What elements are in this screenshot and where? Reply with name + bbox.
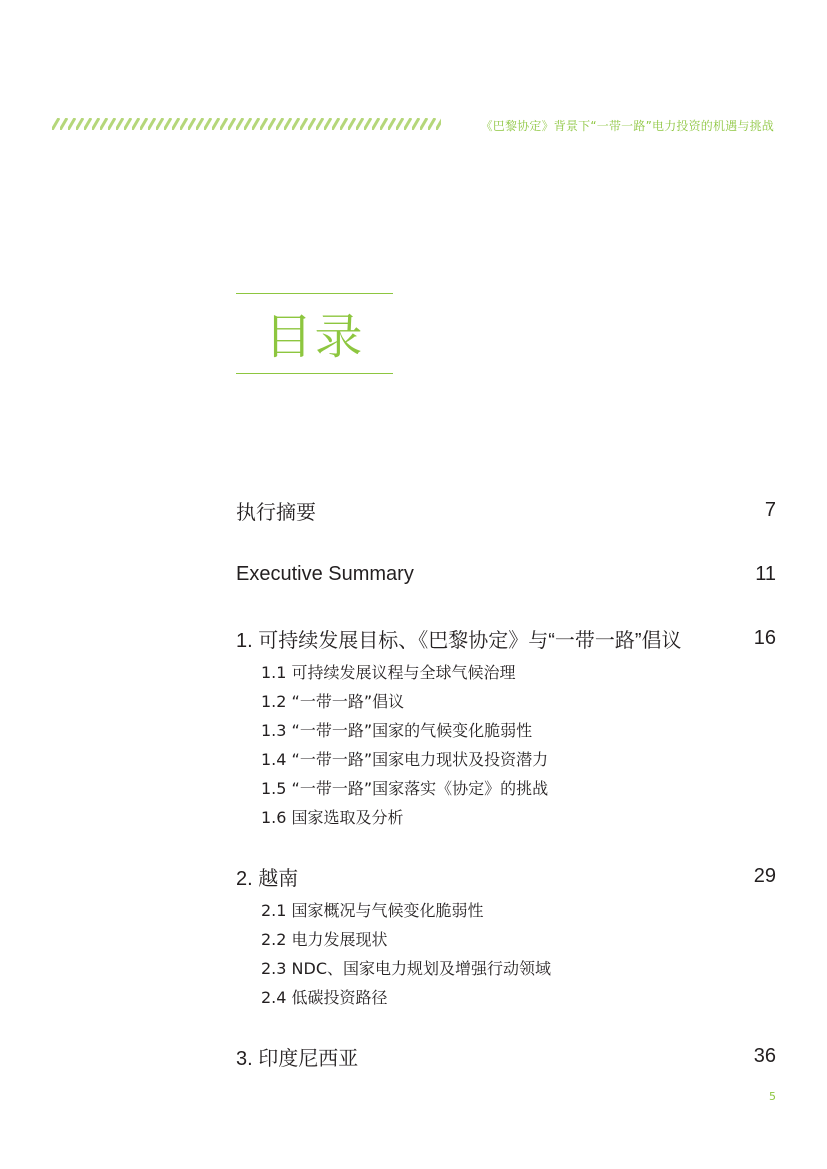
title-rule-top — [236, 293, 393, 294]
toc-entry[interactable] — [236, 624, 776, 652]
toc-entry-title: 执行摘要 — [236, 501, 316, 524]
toc-subentry[interactable]: 1.3 “一带一路”国家的气候变化脆弱性 — [261, 721, 533, 740]
toc-entry[interactable] — [236, 560, 776, 588]
header-report-title: 《巴黎协定》背景下“一带一路”电力投资的机遇与挑战 — [480, 119, 774, 133]
toc-entry[interactable] — [236, 1042, 776, 1070]
toc-entry-title: 1. 可持续发展目标、《巴黎协定》与“一带一路”倡议 — [236, 629, 682, 652]
toc-subentry[interactable]: 1.1 可持续发展议程与全球气候治理 — [261, 663, 516, 682]
toc-entry-page: 16 — [753, 626, 776, 649]
title-rule-bottom — [236, 373, 393, 374]
toc-subentry[interactable]: 1.6 国家选取及分析 — [261, 808, 404, 827]
toc-entry-title: 2. 越南 — [236, 867, 299, 890]
page-number: 5 — [769, 1090, 776, 1103]
toc-subentry[interactable]: 1.4 “一带一路”国家电力现状及投资潜力 — [261, 750, 549, 769]
toc-entry-title: Executive Summary — [236, 562, 414, 585]
toc-subentry[interactable]: 2.2 电力发展现状 — [261, 930, 388, 949]
toc-entry-page: 11 — [755, 562, 776, 585]
toc-subentry[interactable]: 2.4 低碳投资路径 — [261, 988, 388, 1007]
toc-entry-page: 36 — [753, 1044, 776, 1067]
toc-entry-page: 29 — [753, 864, 776, 887]
toc-subentry[interactable]: 1.5 “一带一路”国家落实《协定》的挑战 — [261, 779, 549, 798]
toc-entry-page: 7 — [764, 498, 776, 521]
toc-subentry[interactable]: 2.3 NDC、国家电力规划及增强行动领域 — [261, 959, 551, 978]
header-stripe-decoration — [52, 118, 441, 130]
toc-title: 目录 — [264, 309, 365, 365]
toc-subentry[interactable]: 2.1 国家概况与气候变化脆弱性 — [261, 901, 484, 920]
toc-entry[interactable] — [236, 496, 776, 524]
toc-subentry[interactable]: 1.2 “一带一路”倡议 — [261, 692, 405, 711]
toc-entry[interactable] — [236, 862, 776, 890]
toc-entry-title: 3. 印度尼西亚 — [236, 1047, 359, 1070]
